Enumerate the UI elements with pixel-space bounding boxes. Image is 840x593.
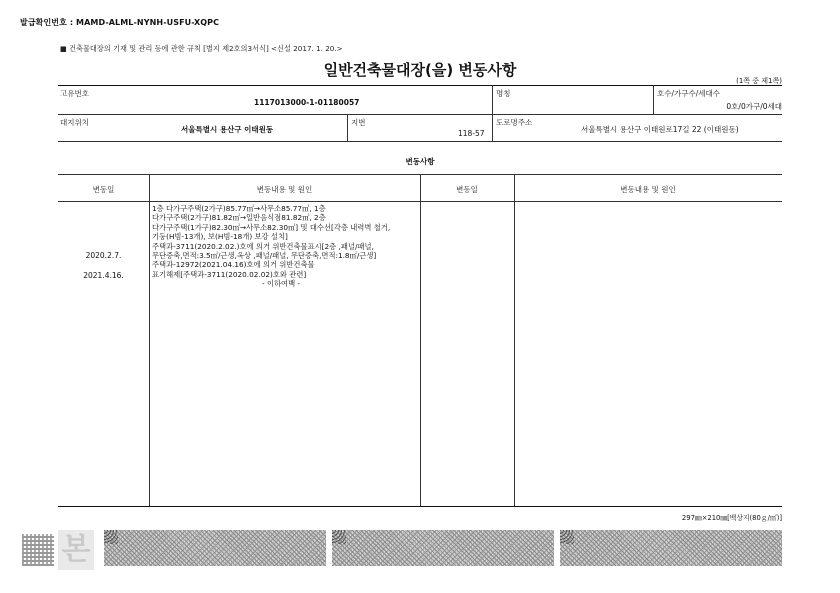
- change-date-header: 변동일: [92, 185, 115, 194]
- changes-section-title: 변동사항: [405, 157, 435, 166]
- paper-spec: 297㎜×210㎜[백상지(80ｇ/㎡)]: [681, 514, 782, 522]
- changes-col-divider-3: [514, 174, 515, 506]
- lot-number-value: 118-57: [458, 129, 485, 138]
- change-content-line: 주택과-12972(2021.04.16)호에 의거 위반건축물: [152, 260, 315, 270]
- security-pattern-3: [560, 530, 782, 566]
- change-content-header: 변동내용 및 원인: [256, 185, 313, 194]
- building-name-label: 명칭: [496, 89, 511, 98]
- units-value: 0호/0가구/0세대: [726, 102, 782, 111]
- page-info: (1쪽 중 제1쪽): [736, 77, 782, 85]
- header-col-divider-road: [492, 114, 493, 141]
- issue-confirmation-number: 발급확인번호 : MAMD-ALML-NYNH-USFU-XQPC: [20, 18, 220, 27]
- lot-number-label: 지번: [351, 118, 366, 127]
- seal-dot-pattern: [22, 534, 54, 566]
- header-row-divider: [58, 114, 782, 115]
- original-seal: [22, 530, 94, 570]
- change-content-line: 1층 다가구주택(2가구)85.77㎡→사무소85.77㎡, 1층: [152, 204, 326, 213]
- unique-no-label: 고유번호: [60, 89, 89, 98]
- security-pattern-2: [332, 530, 554, 566]
- change-date-2: 2021.4.16.: [83, 271, 124, 280]
- change-content-line: 다가구주택(2가구)81.82㎡→일반음식점81.82㎡, 2층: [152, 213, 326, 223]
- road-address-value: 서울특별시 용산구 이태원로17길 22 (이태원동): [581, 125, 739, 134]
- unique-no-value: 1117013000-1-01180057: [254, 98, 360, 107]
- road-address-label: 도로명주소: [496, 118, 533, 127]
- security-pattern-1: [104, 530, 326, 566]
- changes-col-divider-1: [149, 174, 150, 506]
- change-content-line: 기둥(H빔-13개), 보(H빔-18개) 보강 설치]: [152, 232, 288, 242]
- header-col-divider-units: [653, 85, 654, 114]
- seal-character: 본: [58, 530, 94, 570]
- header-bottom-border: [58, 141, 782, 142]
- change-content-header-2: 변동내용 및 원인: [620, 185, 676, 194]
- table-top-border: [58, 85, 782, 86]
- document-title: 일반건축물대장(을) 변동사항: [323, 61, 517, 79]
- change-content-line: 주택과-3711(2020.2.02.)호에 의거 위반건축물표시[2층 ,패널/패널,: [152, 241, 374, 251]
- header-col-divider-lot: [347, 114, 348, 141]
- header-col-divider-name: [492, 85, 493, 114]
- regulation-reference: ■ 건축물대장의 기재 및 관리 등에 관한 규칙 [별지 제2호의3서식] <신설 2017. 1. 20.>: [60, 44, 343, 53]
- change-content-line: 다가구주택(1가구)82.30㎡→사무소82.30㎡] 및 대수선[각층 내력벽 철거,: [152, 222, 391, 232]
- change-content-list: [152, 204, 422, 289]
- table-bottom-border: [58, 506, 782, 507]
- change-date-1: 2020.2.7.: [85, 251, 122, 260]
- site-location-label: 대지위치: [60, 118, 89, 127]
- change-content-line: 표기해제[주택과-3711(2020.02.02)호와 관련]: [152, 269, 307, 279]
- change-date-header-2: 변동일: [456, 185, 478, 194]
- site-location-value: 서울특별시 용산구 이태원동: [181, 125, 274, 134]
- end-of-content-mark: - 이하여백 -: [262, 279, 301, 289]
- units-label: 호수/가구수/세대수: [657, 89, 721, 98]
- change-content-line: 무단증축,면적:3.5㎡/근생,옥상 ,패널/패널, 무단증축,면적:1.8㎡/근생]: [152, 251, 377, 261]
